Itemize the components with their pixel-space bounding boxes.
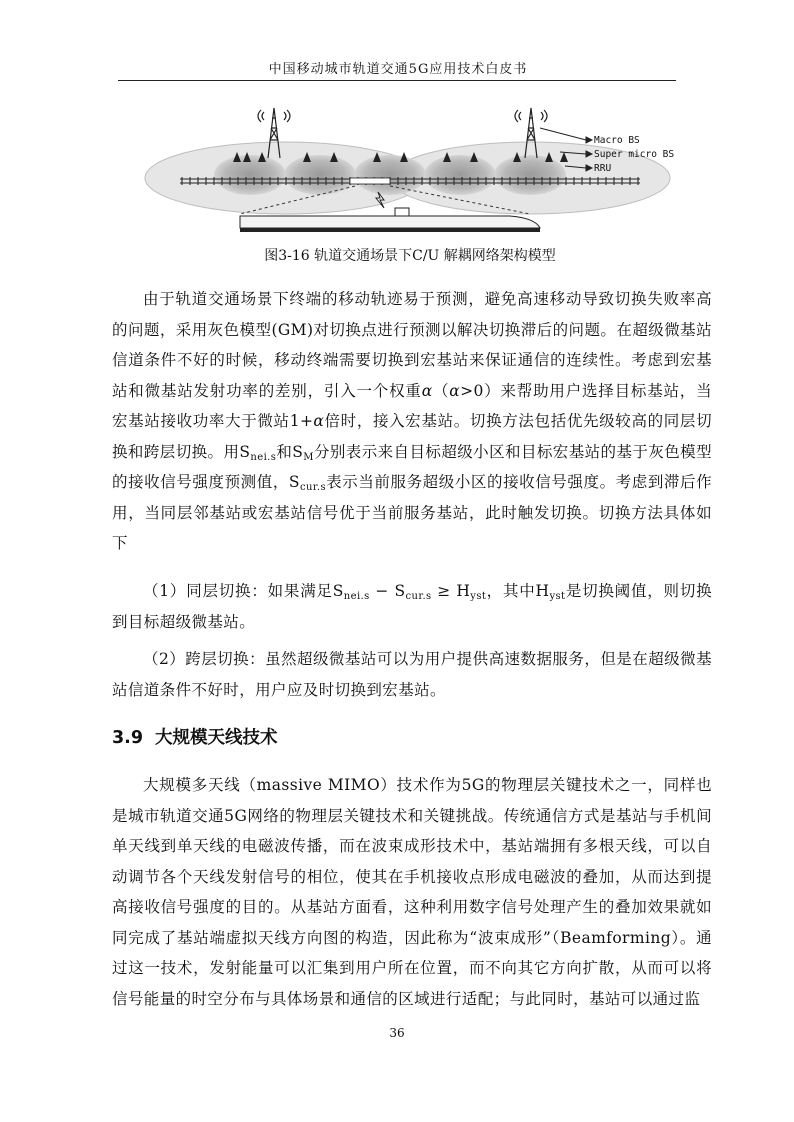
- page-number: 36: [389, 1026, 405, 1040]
- section-number: 3.9: [112, 728, 144, 748]
- legend-super-micro-bs: Super micro BS: [594, 149, 675, 160]
- legend-macro-bs: Macro BS: [594, 135, 640, 146]
- legend-rru: RRU: [594, 163, 612, 174]
- running-header: 中国移动城市轨道交通5G应用技术白皮书: [268, 62, 528, 77]
- paragraph-same-layer-handover: （1）同层切换：如果满足$S_{nei.s} - S_{cur.s} \ge H_{yst}$，其中$H_{yst}$是切换阈值，则切换到目标超级微基站。: [112, 582, 712, 631]
- header-rule: [118, 80, 676, 81]
- train-on-track-icon: [350, 178, 390, 184]
- paragraph-cross-layer-handover: （2）跨层切换：虽然超级微基站可以为用户提供高速数据服务，但是在超级微基站信道条件不好时，用户应及时切换到宏基站。: [112, 650, 712, 699]
- network-architecture-figure: [140, 100, 680, 240]
- paragraph-handover-prediction: 由于轨道交通场景下终端的移动轨迹易于预测，避免高速移动导致切换失败率高的问题，采用灰色模型(GM)对切换点进行预测以解决切换滞后的问题。在超级微基站信道条件不好的时候，移动终端需要切换到宏基站来保证通信的连续性。考虑到宏基站和微基站发射功率的差别，引入一个权重α（α>0）来帮助用户选择目标基站，当宏基站接收功率大于微站1+α倍时，接入宏基站。切换方法包括优先级较高的同层切换和跨层切换。用$S_{nei.s}$和$S_M$分别表示来自目标超级小区和目标宏基站的基于灰色模型的接收信号强度预测值，$S_{cur.s}$表示当前服务超级小区的接收信号强度。考虑到滞后作用，当同层邻基站或宏基站信号优于当前服务基站，此时触发切换。切换方法具体如下: [112, 290, 712, 552]
- micro-cells: [214, 155, 566, 195]
- paragraph-massive-mimo: 大规模多天线（massive MIMO）技术作为5G的物理层关键技术之一，同样也是城市轨道交通5G网络的物理层关键技术和关键挑战。传统通信方式是基站与手机间单天线到单天线的电磁波传播，而在波束成形技术中，基站端拥有多根天线，可以自动调节各个天线发射信号的相位，使其在手机接收点形成电磁波的叠加，从而达到提高接收信号强度的目的。从基站方面看，这种利用数字信号处理产生的叠加效果就如同完成了基站端虚拟天线方向图的构造，因此称为“波束成形”（Beamforming）。通过这一技术，发射能量可以汇集到用户所在位置，而不向其它方向扩散，从而可以将信号能量的时空分布与具体场景和通信的区域进行适配；与此同时，基站可以通过监: [112, 776, 712, 1008]
- section-heading: [112, 724, 278, 749]
- section-title: 大规模天线技术: [155, 728, 278, 748]
- figure-caption: 图3-16 轨道交通场景下C/U 解耦网络架构模型: [264, 248, 556, 264]
